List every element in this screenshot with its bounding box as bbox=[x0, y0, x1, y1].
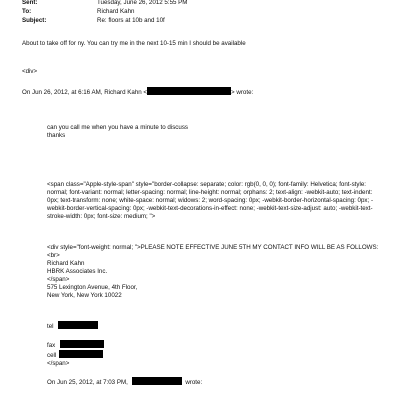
contact-name: Richard Kahn bbox=[47, 260, 85, 268]
quoted-message bbox=[47, 124, 387, 140]
message-line-2: thanks bbox=[47, 132, 66, 140]
div-tag-line: <div> bbox=[22, 68, 38, 75]
redaction-bar bbox=[58, 321, 98, 329]
message-line-1: can you call me when you have a minute to discuss bbox=[47, 124, 189, 131]
redaction-bar bbox=[59, 350, 103, 358]
address-line-1: 575 Lexington Avenue, 4th Floor, bbox=[47, 284, 138, 292]
quote2-suffix: wrote: bbox=[185, 379, 203, 386]
contact-company: HBRK Associates Inc. bbox=[47, 268, 108, 276]
to-row bbox=[22, 7, 187, 16]
subject-label: Subject: bbox=[22, 17, 47, 24]
quote2-prefix: On Jun 25, 2012, at 7:03 PM, bbox=[47, 379, 128, 386]
contact-notice: <div style="font-weight: normal; ">PLEASE NOTE EFFECTIVE JUNE 5TH MY CONTACT INFO WILL BE AS FOLLOWS: bbox=[47, 244, 379, 251]
sent-value: Tuesday, June 26, 2012 5:55 PM bbox=[97, 0, 188, 6]
redaction-bar bbox=[132, 377, 182, 385]
to-value: Richard Kahn bbox=[97, 8, 135, 15]
quote-header-1 bbox=[22, 87, 387, 97]
quote1-prefix: On Jun 26, 2012, at 6:16 AM, Richard Kahn < bbox=[22, 89, 148, 96]
subject-row bbox=[22, 16, 187, 25]
tel-label: tel bbox=[47, 323, 54, 330]
tel-line bbox=[47, 321, 387, 331]
to-label: To: bbox=[22, 8, 32, 15]
span-close-tag: </span> bbox=[47, 276, 70, 284]
contact-block bbox=[47, 244, 387, 300]
br-tag: <br> bbox=[47, 252, 60, 260]
redaction-bar bbox=[147, 87, 231, 95]
cell-label: cell bbox=[47, 352, 57, 360]
opening-line: About to take off for ny. You can try me in the next 10-15 min I should be available bbox=[22, 40, 246, 47]
sent-label: Sent: bbox=[22, 0, 38, 6]
sent-row bbox=[22, 0, 187, 7]
email-header bbox=[22, 0, 187, 25]
redaction-bar bbox=[60, 340, 104, 348]
subject-value: Re: floors at 10b and 10f bbox=[97, 17, 165, 24]
fax-label: fax bbox=[47, 342, 56, 349]
span-close-tag-2: </span> bbox=[47, 360, 70, 368]
span-style-block: <span class="Apple-style-span" style="border-collapse: separate; color: rgb(0, 0, 0); font-family: Helvetica; font-style: normal; font-variant: normal; letter-spacing: normal; line-height: normal; orphans: 2; text-align: -webkit-auto; text-indent: 0px; text-transform: none; white-space: normal; widows: 2; word-spacing: 0px; -webkit-border-horizontal-spacing: 0px; -webkit-border-vertical-spacing: 0px; -webkit-text-decorations-in-effect: none; -webkit-text-size-adjust: auto; -webkit-text-stroke-width: 0px; font-size: medium; "> bbox=[47, 181, 374, 221]
quote1-suffix: > wrote: bbox=[231, 89, 254, 96]
address-line-2: New York, New York 10022 bbox=[47, 292, 122, 300]
quote-header-2 bbox=[47, 377, 387, 387]
fax-cell-block bbox=[47, 340, 387, 368]
